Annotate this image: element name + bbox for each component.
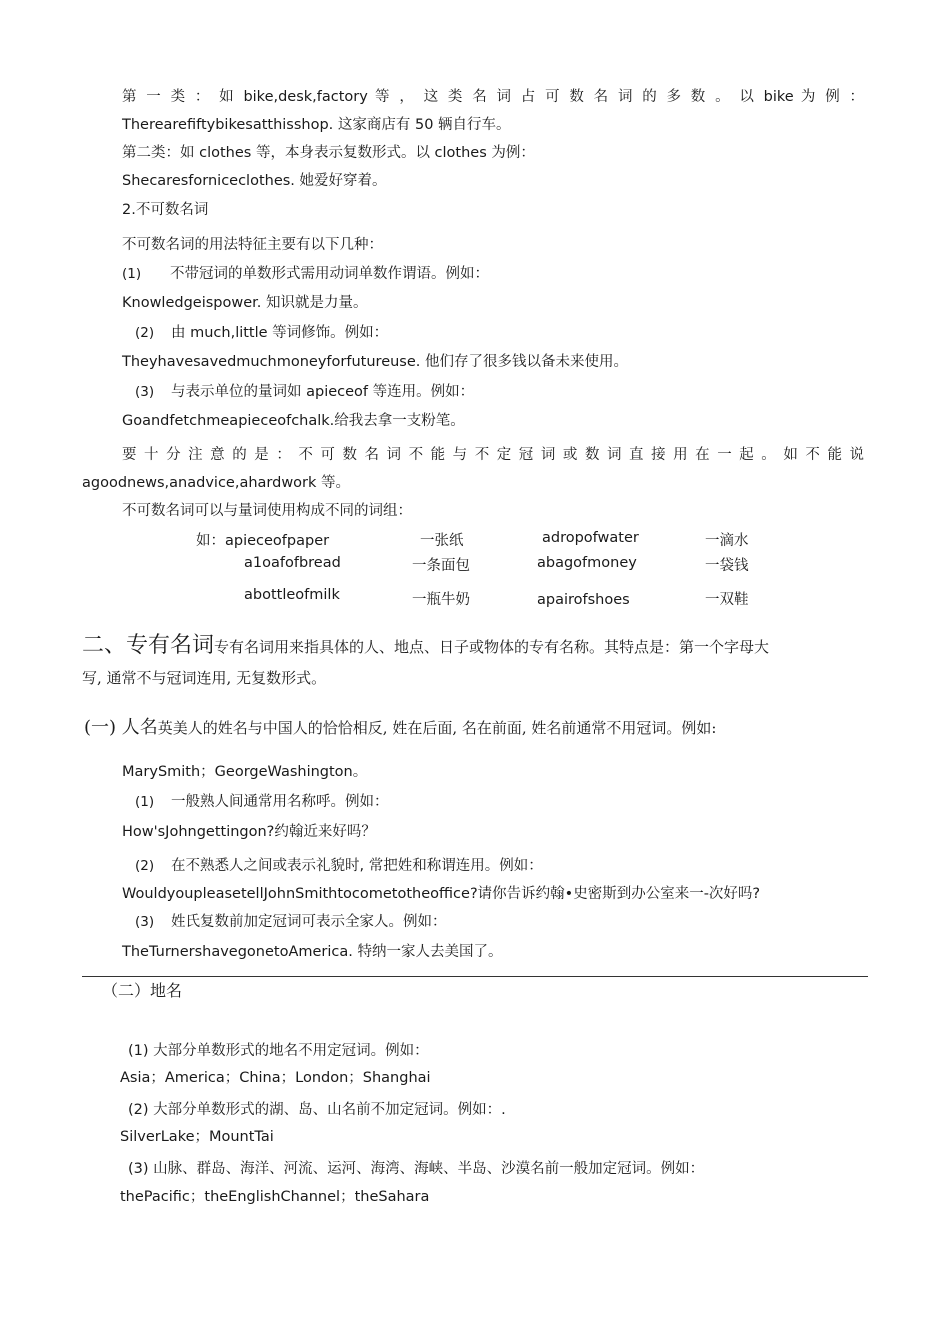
example-lakes: SilverLake；MountTai [120, 1129, 274, 1145]
list-item-place-2: (2) 大部分单数形式的湖、岛、山名前不加定冠词。例如：. [128, 1102, 506, 1118]
example-office: WouldyoupleasetellJohnSmithtocometotheoffice?请你告诉约翰•史密斯到办公室来一-次好吗? [122, 886, 761, 902]
phrase-en: apairofshoes [537, 592, 630, 608]
example-bikes: Therearefiftybikesatthisshop. 这家商店有 50 辆自行车。 [122, 117, 511, 133]
example-geography: thePacific；theEnglishChannel；theSahara [120, 1189, 430, 1205]
subsection-person-names [84, 716, 716, 740]
subsection-heading: (一) 人名 [84, 717, 158, 738]
section-intro-cont: 写, 通常不与冠词连用, 无复数形式。 [82, 669, 327, 687]
list-item-uncountable-2 [135, 323, 388, 343]
subheading-uncountable: 2.不可数名词 [122, 202, 209, 218]
list-text: 在不熟悉人之间或表示礼貌时, 常把姓和称谓连用。例如： [171, 858, 543, 874]
example-places: Asia；America；China；London；Shanghai [120, 1070, 431, 1086]
list-item-person-3 [135, 912, 447, 932]
list-item-place-1: (1) 大部分单数形式的地名不用定冠词。例如： [128, 1043, 429, 1059]
phrase-en: a1oafofbread [244, 555, 341, 571]
paragraph-second-type: 第二类：如 clothes 等，本身表示复数形式。以 clothes 为例： [122, 145, 535, 161]
phrase-zh: 一滴水 [705, 533, 749, 549]
section-heading: 二、专有名词 [82, 633, 215, 658]
example-clothes: Shecaresforniceclothes. 她爱好穿着。 [122, 173, 387, 189]
phrase-zh: 一瓶牛奶 [412, 592, 470, 608]
list-text: 一般熟人间通常用名称呼。例如： [171, 794, 389, 810]
example-money: Theyhavesavedmuchmoneyforfutureuse. 他们存了很多钱以备未来使用。 [122, 354, 628, 370]
subsection-intro: 英美人的姓名与中国人的恰恰相反, 姓在后面, 名在前面, 姓名前通常不用冠词。例如: [157, 719, 717, 737]
section-proper-nouns [82, 633, 769, 660]
list-number: (1) [122, 266, 142, 282]
horizontal-rule [82, 976, 868, 977]
list-number: (3) [135, 914, 155, 930]
list-text: 姓氏复数前加定冠词可表示全家人。例如： [171, 914, 447, 930]
list-number: (3) [135, 384, 155, 400]
list-text: 不带冠词的单数形式需用动词单数作谓语。例如： [170, 266, 489, 282]
example-knowledge: Knowledgeispower. 知识就是力量。 [122, 295, 368, 311]
section-intro: 专有名词用来指具体的人、地点、日子或物体的专有名称。其特点是：第一个字母大 [214, 638, 770, 656]
list-item-place-3: (3) 山脉、群岛、海洋、河流、运河、海湾、海峡、半岛、沙漠名前一般加定冠词。例如： [128, 1161, 705, 1177]
phrase-zh: 一张纸 [420, 533, 464, 549]
example-chalk: Goandfetchmeapieceofchalk.给我去拿一支粉笔。 [122, 413, 465, 429]
list-text: 由 much,little 等词修饰。例如： [171, 325, 389, 341]
paragraph-measure-words: 不可数名词可以与量词使用构成不同的词组： [122, 503, 412, 519]
list-number: (2) [135, 325, 155, 341]
list-item-uncountable-3 [135, 382, 474, 402]
list-item-person-2 [135, 856, 543, 876]
phrase-zh: 一条面包 [412, 558, 470, 574]
paragraph-attention-cont: agoodnews,anadvice,ahardwork 等。 [82, 475, 351, 491]
subsection-place-heading: （二）地名 [102, 981, 183, 1000]
list-number: (2) [135, 858, 155, 874]
list-text: 与表示单位的量词如 apieceof 等连用。例如： [171, 384, 475, 400]
list-item-person-1 [135, 792, 389, 812]
phrase-en: abottleofmilk [244, 587, 340, 603]
example-john: How'sJohngettingon?约翰近来好吗？ [122, 824, 376, 840]
paragraph-uncountable-intro: 不可数名词的用法特征主要有以下几种： [122, 237, 383, 253]
phrase-en: adropofwater [542, 530, 639, 546]
example-turners: TheTurnershavegonetoAmerica. 特纳一家人去美国了。 [122, 944, 503, 960]
paragraph-first-type: 第 一 类 ： 如 bike,desk,factory 等 ， 这 类 名 词 占 可 数 名 词 的 多 数 。 以 bike 为 例 ： [122, 89, 864, 105]
phrase-zh: 一双鞋 [705, 592, 749, 608]
phrase-en: abagofmoney [537, 555, 637, 571]
paragraph-attention: 要 十 分 注 意 的 是 ： 不 可 数 名 词 不 能 与 不 定 冠 词 或 数 词 直 接 用 在 一 起 。 如 不 能 说 [122, 447, 864, 463]
list-number: (1) [135, 794, 155, 810]
phrase-en: 如：apieceofpaper [196, 533, 330, 549]
example-names: MarySmith；GeorgeWashington。 [122, 764, 368, 780]
phrase-zh: 一袋钱 [705, 558, 749, 574]
list-item-uncountable-1 [122, 264, 489, 284]
